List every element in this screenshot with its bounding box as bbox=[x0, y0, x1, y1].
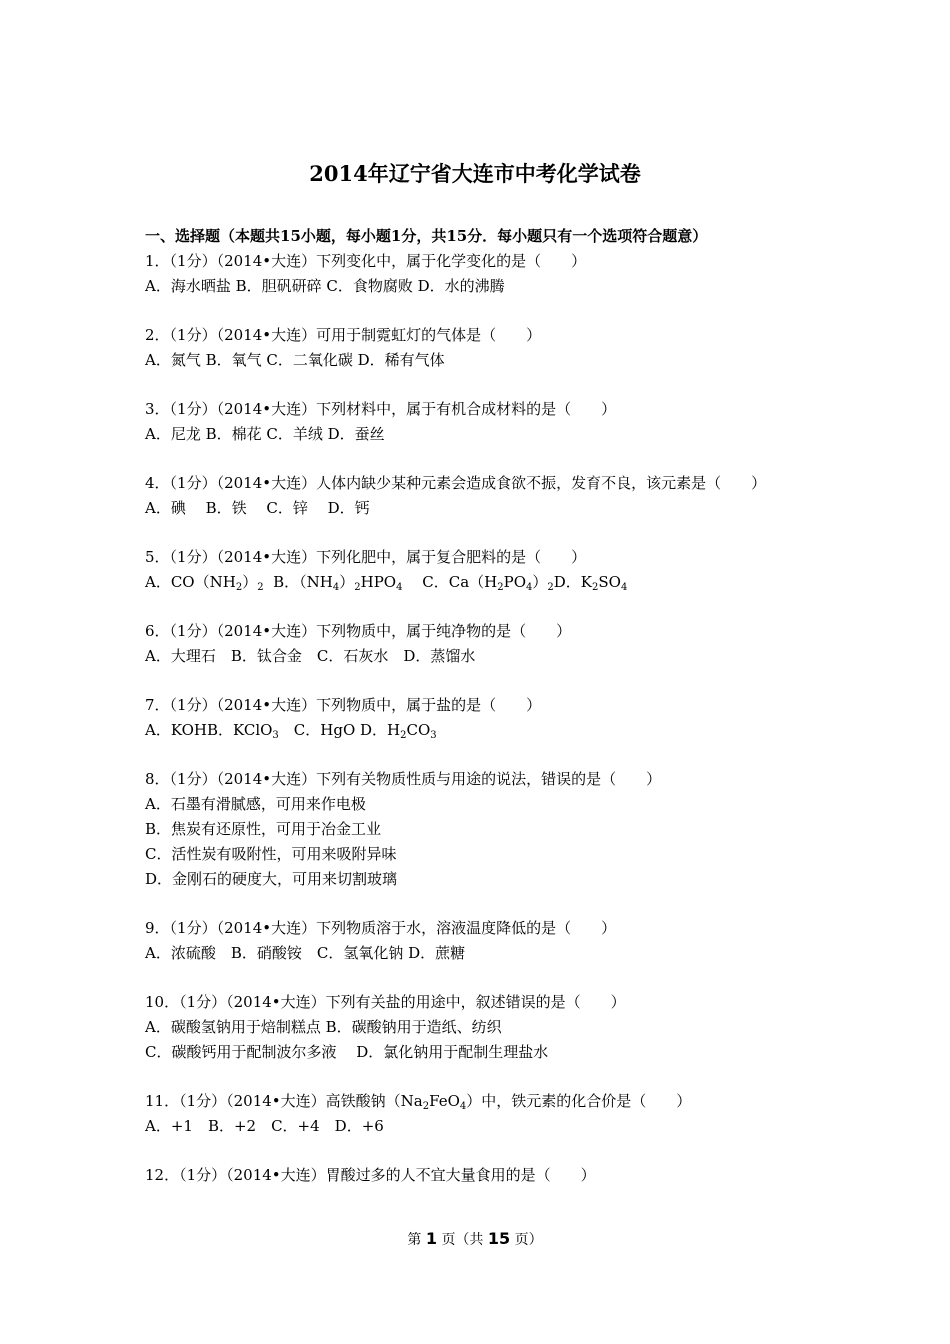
option-c: PO bbox=[503, 573, 526, 591]
option-text: A．KOHB．KClO bbox=[145, 721, 273, 739]
subscript: 4 bbox=[459, 1101, 467, 1112]
option-c: ） bbox=[532, 573, 548, 591]
subscript: 2 bbox=[400, 730, 407, 741]
question-stem bbox=[145, 1089, 805, 1114]
question-stem: 5．（1分）（2014•大连）下列化肥中，属于复合肥料的是（ ） bbox=[145, 548, 587, 566]
question-stem: 7．（1分）（2014•大连）下列物质中，属于盐的是（ ） bbox=[145, 696, 542, 714]
question-10 bbox=[145, 990, 805, 1065]
subscript: 2 bbox=[592, 582, 599, 593]
stem-text: 11．（1分）（2014•大连）高铁酸钠（Na bbox=[145, 1092, 423, 1110]
question-stem: 8．（1分）（2014•大连）下列有关物质性质与用途的说法，错误的是（ ） bbox=[145, 770, 662, 788]
question-6 bbox=[145, 619, 805, 669]
question-options bbox=[145, 718, 805, 743]
question-9 bbox=[145, 916, 805, 966]
exam-content bbox=[145, 224, 805, 1212]
option-d: SO bbox=[598, 573, 621, 591]
question-4 bbox=[145, 471, 805, 521]
question-1 bbox=[145, 249, 805, 299]
option-c: C．Ca（H bbox=[402, 573, 498, 591]
question-12 bbox=[145, 1163, 805, 1188]
option-c: C．活性炭有吸附性，可用来吸附异味 bbox=[145, 845, 397, 863]
footer-middle: 页（共 bbox=[441, 1232, 484, 1248]
option-a: A．CO（NH bbox=[145, 573, 236, 591]
option-b: B．焦炭有还原性，可用于冶金工业 bbox=[145, 820, 382, 838]
stem-text: ）中，铁元素的化合价是（ ） bbox=[466, 1092, 692, 1110]
subscript: 3 bbox=[430, 730, 437, 741]
subscript: 3 bbox=[272, 730, 279, 741]
question-options: A．+1 B．+2 C．+4 D．+6 bbox=[145, 1117, 384, 1135]
option-a: A．石墨有滑腻感，可用来作电极 bbox=[145, 795, 366, 813]
option-b: B．（NH bbox=[263, 573, 333, 591]
footer-prefix: 第 bbox=[407, 1232, 422, 1248]
question-stem: 4．（1分）（2014•大连）人体内缺少某种元素会造成食欲不振，发育不良，该元素是（ ） bbox=[145, 474, 767, 492]
option-row-ab: A．碳酸氢钠用于焙制糕点 B．碳酸钠用于造纸、纺织 bbox=[145, 1018, 502, 1036]
question-stem: 9．（1分）（2014•大连）下列物质溶于水，溶液温度降低的是（ ） bbox=[145, 919, 617, 937]
question-options bbox=[145, 570, 805, 595]
subscript: 2 bbox=[257, 582, 264, 593]
question-stem: 3．（1分）（2014•大连）下列材料中，属于有机合成材料的是（ ） bbox=[145, 400, 617, 418]
option-d: D．金刚石的硬度大，可用来切割玻璃 bbox=[145, 870, 398, 888]
subscript: 2 bbox=[354, 582, 361, 593]
question-stem: 1．（1分）（2014•大连）下列变化中，属于化学变化的是（ ） bbox=[145, 252, 587, 270]
footer-suffix: 页） bbox=[514, 1232, 543, 1248]
question-stem: 6．（1分）（2014•大连）下列物质中，属于纯净物的是（ ） bbox=[145, 622, 572, 640]
page-footer bbox=[0, 1228, 950, 1251]
option-text: CO bbox=[406, 721, 431, 739]
question-8 bbox=[145, 767, 805, 892]
option-row-cd: C．碳酸钙用于配制波尔多液 D．氯化钠用于配制生理盐水 bbox=[145, 1043, 549, 1061]
option-text: C．HgO D．H bbox=[278, 721, 401, 739]
stem-text: FeO bbox=[429, 1092, 460, 1110]
option-d: D．K bbox=[553, 573, 592, 591]
question-options: A．氮气 B．氧气 C．二氧化碳 D．稀有气体 bbox=[145, 351, 445, 369]
subscript: 2 bbox=[547, 582, 554, 593]
subscript: 4 bbox=[620, 582, 628, 593]
question-options: A．浓硫酸 B．硝酸铵 C．氢氧化钠 D．蔗糖 bbox=[145, 944, 466, 962]
question-stem: 10．（1分）（2014•大连）下列有关盐的用途中，叙述错误的是（ ） bbox=[145, 993, 626, 1011]
question-3 bbox=[145, 397, 805, 447]
page-total: 15 bbox=[487, 1229, 511, 1248]
option-b: HPO bbox=[360, 573, 397, 591]
question-7 bbox=[145, 693, 805, 743]
subscript: 2 bbox=[235, 582, 243, 593]
question-stem: 12．（1分）（2014•大连）胃酸过多的人不宜大量食用的是（ ） bbox=[145, 1166, 596, 1184]
subscript: 4 bbox=[526, 582, 533, 593]
subscript: 4 bbox=[332, 582, 340, 593]
subscript: 4 bbox=[396, 582, 403, 593]
option-b: ） bbox=[339, 573, 355, 591]
question-2 bbox=[145, 323, 805, 373]
page-number: 1 bbox=[425, 1229, 437, 1248]
question-5 bbox=[145, 545, 805, 595]
question-options: A．尼龙 B．棉花 C．羊绒 D．蚕丝 bbox=[145, 425, 385, 443]
option-a: ） bbox=[242, 573, 258, 591]
question-options: A．大理石 B．钛合金 C．石灰水 D．蒸馏水 bbox=[145, 647, 476, 665]
subscript: 2 bbox=[497, 582, 504, 593]
question-11 bbox=[145, 1089, 805, 1139]
section-header: 一、选择题（本题共15小题，每小题1分，共15分．每小题只有一个选项符合题意） bbox=[145, 227, 708, 245]
question-stem: 2．（1分）（2014•大连）可用于制霓虹灯的气体是（ ） bbox=[145, 326, 542, 344]
page-title: 2014年辽宁省大连市中考化学试卷 bbox=[309, 161, 641, 186]
question-options: A．碘 B．铁 C．锌 D．钙 bbox=[145, 499, 370, 517]
subscript: 2 bbox=[422, 1101, 430, 1112]
question-options: A．海水晒盐 B．胆矾研碎 C．食物腐败 D．水的沸腾 bbox=[145, 277, 505, 295]
